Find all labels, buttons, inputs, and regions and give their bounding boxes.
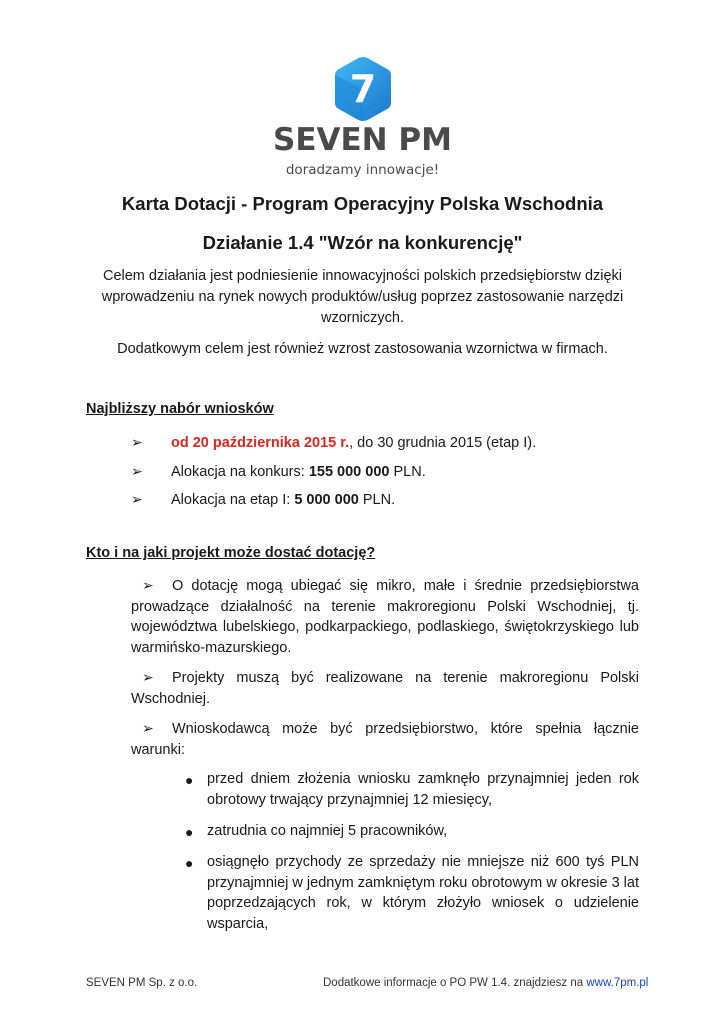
list-item-text: , do 30 grudnia 2015 (etap I). [349,435,537,451]
arrow-bullet-icon: ➢ [142,577,154,593]
svg-text:7: 7 [349,67,377,111]
arrow-bullet-icon: ➢ [131,463,143,479]
condition-item: osiągnęło przychody ze sprzedaży nie mniejsze niż 600 tyś PLN przynajmniej w jednym zamkniętym roku obrotowym w okresie 3 lat poprzedzających rok, w którym złożyło wniosek o udzielenie wsparcia, [207,854,639,932]
list-item [131,489,395,510]
website-link[interactable]: www.7pm.pl [586,977,649,989]
arrow-bullet-icon: ➢ [142,720,154,736]
list-item-text: Alokacja na etap I: [171,492,295,508]
list-item-text: PLN. [358,492,396,508]
intro-paragraph-2: Dodatkowym celem jest również wzrost zastosowania wzornictwa w firmach. [117,341,608,357]
condition-item: zatrudnia co najmniej 5 pracowników, [207,823,448,839]
section-heading-kto: Kto i na jaki projekt może dostać dotację? [86,545,376,561]
document-subtitle: Działanie 1.4 "Wzór na konkurencję" [202,232,523,253]
list-item-text: PLN. [389,464,426,480]
list-item [131,461,426,482]
intro-paragraph: Celem działania jest podniesienie innowacyjności polskich przedsiębiorstw dzięki wprowadzeniu na rynek nowych produktów/usług poprzez zastosowanie narzędzi wzorniczych. [101,268,624,326]
highlighted-date: od 20 października 2015 r. [171,435,350,451]
hexagon-7-logo-icon [332,55,394,123]
eligibility-paragraph: ➢ Projekty muszą być realizowane na terenie makroregionu Polski Wschodniej. [131,669,639,707]
arrow-bullet-icon: ➢ [142,669,154,685]
document-title: Karta Dotacji - Program Operacyjny Polska Wschodnia [121,193,604,214]
footer-company: SEVEN PM Sp. z o.o. [86,977,198,989]
eligibility-paragraph: ➢ Wnioskodawcą może być przedsiębiorstwo, które spełnia łącznie warunki: [131,720,639,758]
footer-info: Dodatkowe informacje o PO PW 1.4. znajdziesz na www.7pm.pl [323,977,649,989]
brand-name: SEVEN PM [273,122,452,158]
arrow-bullet-icon: ➢ [131,491,143,507]
eligibility-paragraph: ➢ O dotację mogą ubiegać się mikro, małe i średnie przedsiębiorstwa prowadzące działalność na terenie makroregionu Polski Wschodniej, tj. województwa lubelskiego, podkarpackiego, podlaskiego, świętokrzyskiego lub warmińsko-mazurskiego. [131,577,639,656]
allocation-amount: 5 000 000 [294,492,359,508]
condition-item: przed dniem złożenia wniosku zamknęło przynajmniej jeden rok obrotowy trwający przynajmniej 12 miesięcy, [207,771,639,808]
list-item [131,432,536,453]
bullet-dot-icon: ● [185,772,194,788]
logo-mark [332,55,394,123]
section-heading-nabor: Najbliższy nabór wniosków [86,401,274,417]
brand-tagline: doradzamy innowacje! [285,162,440,178]
bullet-dot-icon: ● [185,855,194,871]
list-item-text: Alokacja na konkurs: [171,464,309,480]
arrow-bullet-icon: ➢ [131,434,143,450]
bullet-dot-icon: ● [185,824,194,840]
allocation-amount: 155 000 000 [308,464,390,480]
